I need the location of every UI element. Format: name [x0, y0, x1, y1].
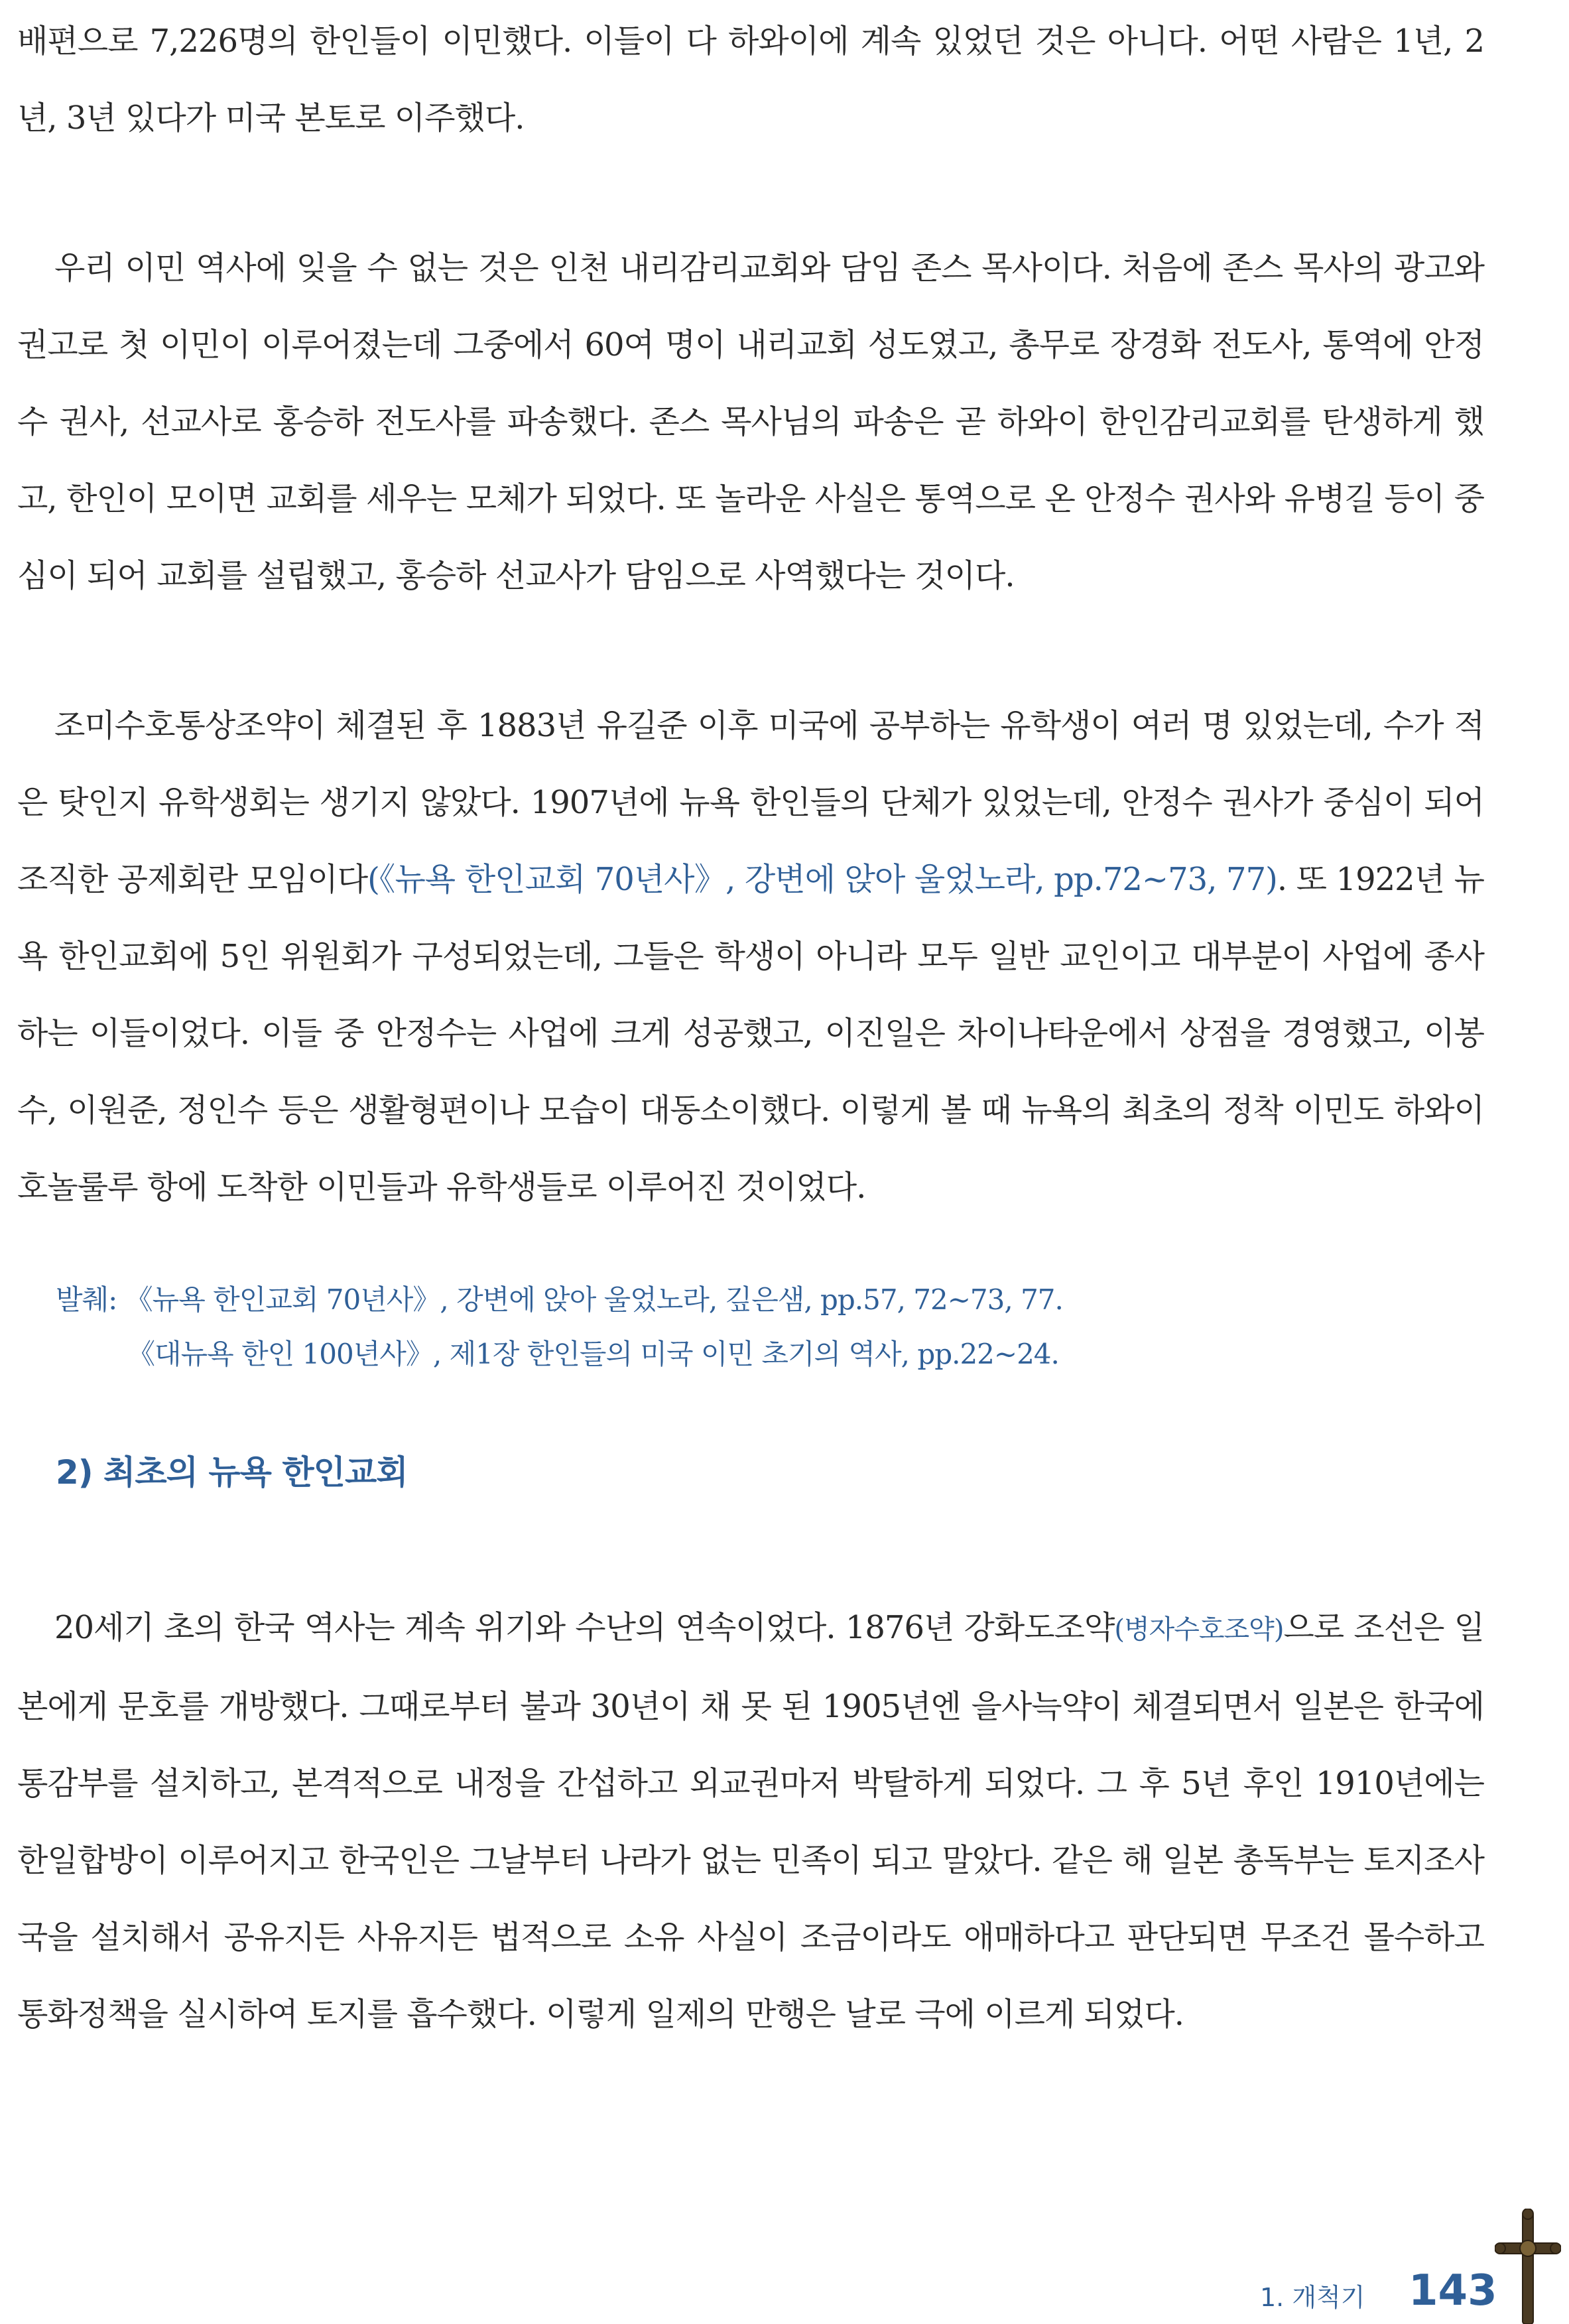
- inline-citation: (병자수호조약): [1114, 1614, 1284, 1645]
- source-note-line-1: 발췌: 《뉴욕 한인교회 70년사》, 강변에 앉아 울었노라, 깊은샘, pp.57, 72~73, 77.: [56, 1283, 1063, 1316]
- paragraph-text: 으로 조선은 일본에게 문호를 개방했다. 그때로부터 불과 30년이 채 못 된 1905년엔 을사늑약이 체결되면서 일본은 한국에 통감부를 설치하고, 본격적으로 내정을 간섭하고 외교권마저 박탈하게 되었다. 그 후 5년 후인 1910년에는 한일합방이 이루어지고 한국인은 그날부터 나라가 없는 민족이 되고 말았다. 같은 해 일본 총독부는 토지조사국을 설치해서 공유지든 사유지든 법적으로 소유 사실이 조금이라도 애매하다고 판단되면 무조건 몰수하고 통화정책을 실시하여 토지를 흡수했다. 이렇게 일제의 만행은 날로 극에 이르게 되었다.: [17, 1609, 1484, 2033]
- paragraph-text: 조미수호통상조약이 체결된 후 1883년 유길준 이후 미국에 공부하는 유학생이 여러 명 있었는데, 수가 적은 탓인지 유학생회는 생기지 않았다. 1907년에 뉴욕 한인들의 단체가 있었는데, 안정수 권사가 중심이 되어 조직한 공제회란 모임이다: [17, 707, 1484, 898]
- section-heading: 2) 최초의 뉴욕 한인교회: [56, 1453, 408, 1492]
- paragraph-new-york-students: [17, 687, 1484, 1226]
- inline-citation: (《뉴욕 한인교회 70년사》, 강변에 앉아 울었노라, pp.72~73, 77): [367, 861, 1277, 898]
- footer-chapter-label: 1. 개척기: [1260, 2283, 1365, 2312]
- cross-icon: [1495, 2209, 1561, 2324]
- page-number: 143: [1409, 2266, 1497, 2315]
- paragraph-naeri-church: 우리 이민 역사에 잊을 수 없는 것은 인천 내리감리교회와 담임 존스 목사이다. 처음에 존스 목사의 광고와 권고로 첫 이민이 이루어졌는데 그중에서 60여 명이 내리교회 성도였고, 총무로 장경화 전도사, 통역에 안정수 권사, 선교사로 홍승하 전도사를 파송했다. 존스 목사님의 파송은 곧 하와이 한인감리교회를 탄생하게 했고, 한인이 모이면 교회를 세우는 모체가 되었다. 또 놀라운 사실은 통역으로 온 안정수 권사와 유병길 등이 중심이 되어 교회를 설립했고, 홍승하 선교사가 담임으로 사역했다는 것이다.: [17, 249, 1484, 594]
- paragraph-korean-history: [17, 1589, 1484, 2053]
- paragraph-text: 20세기 초의 한국 역사는 계속 위기와 수난의 연속이었다. 1876년 강화도조약: [54, 1609, 1115, 1646]
- paragraph-continued: 배편으로 7,226명의 한인들이 이민했다. 이들이 다 하와이에 계속 있었던 것은 아니다. 어떤 사람은 1년, 2년, 3년 있다가 미국 본토로 이주했다.: [17, 23, 1484, 137]
- source-note-line-2: 《대뉴욕 한인 100년사》, 제1장 한인들의 미국 이민 초기의 역사, pp.22~24.: [127, 1338, 1059, 1370]
- paragraph-text: . 또 1922년 뉴욕 한인교회에 5인 위원회가 구성되었는데, 그들은 학생이 아니라 모두 일반 교인이고 대부분이 사업에 종사하는 이들이었다. 이들 중 안정수는 사업에 크게 성공했고, 이진일은 차이나타운에서 상점을 경영했고, 이봉수, 이원준, 정인수 등은 생활형편이나 모습이 대동소이했다. 이렇게 볼 때 뉴욕의 최초의 정착 이민도 하와이 호놀룰루 항에 도착한 이민들과 유학생들로 이루어진 것이었다.: [17, 861, 1484, 1206]
